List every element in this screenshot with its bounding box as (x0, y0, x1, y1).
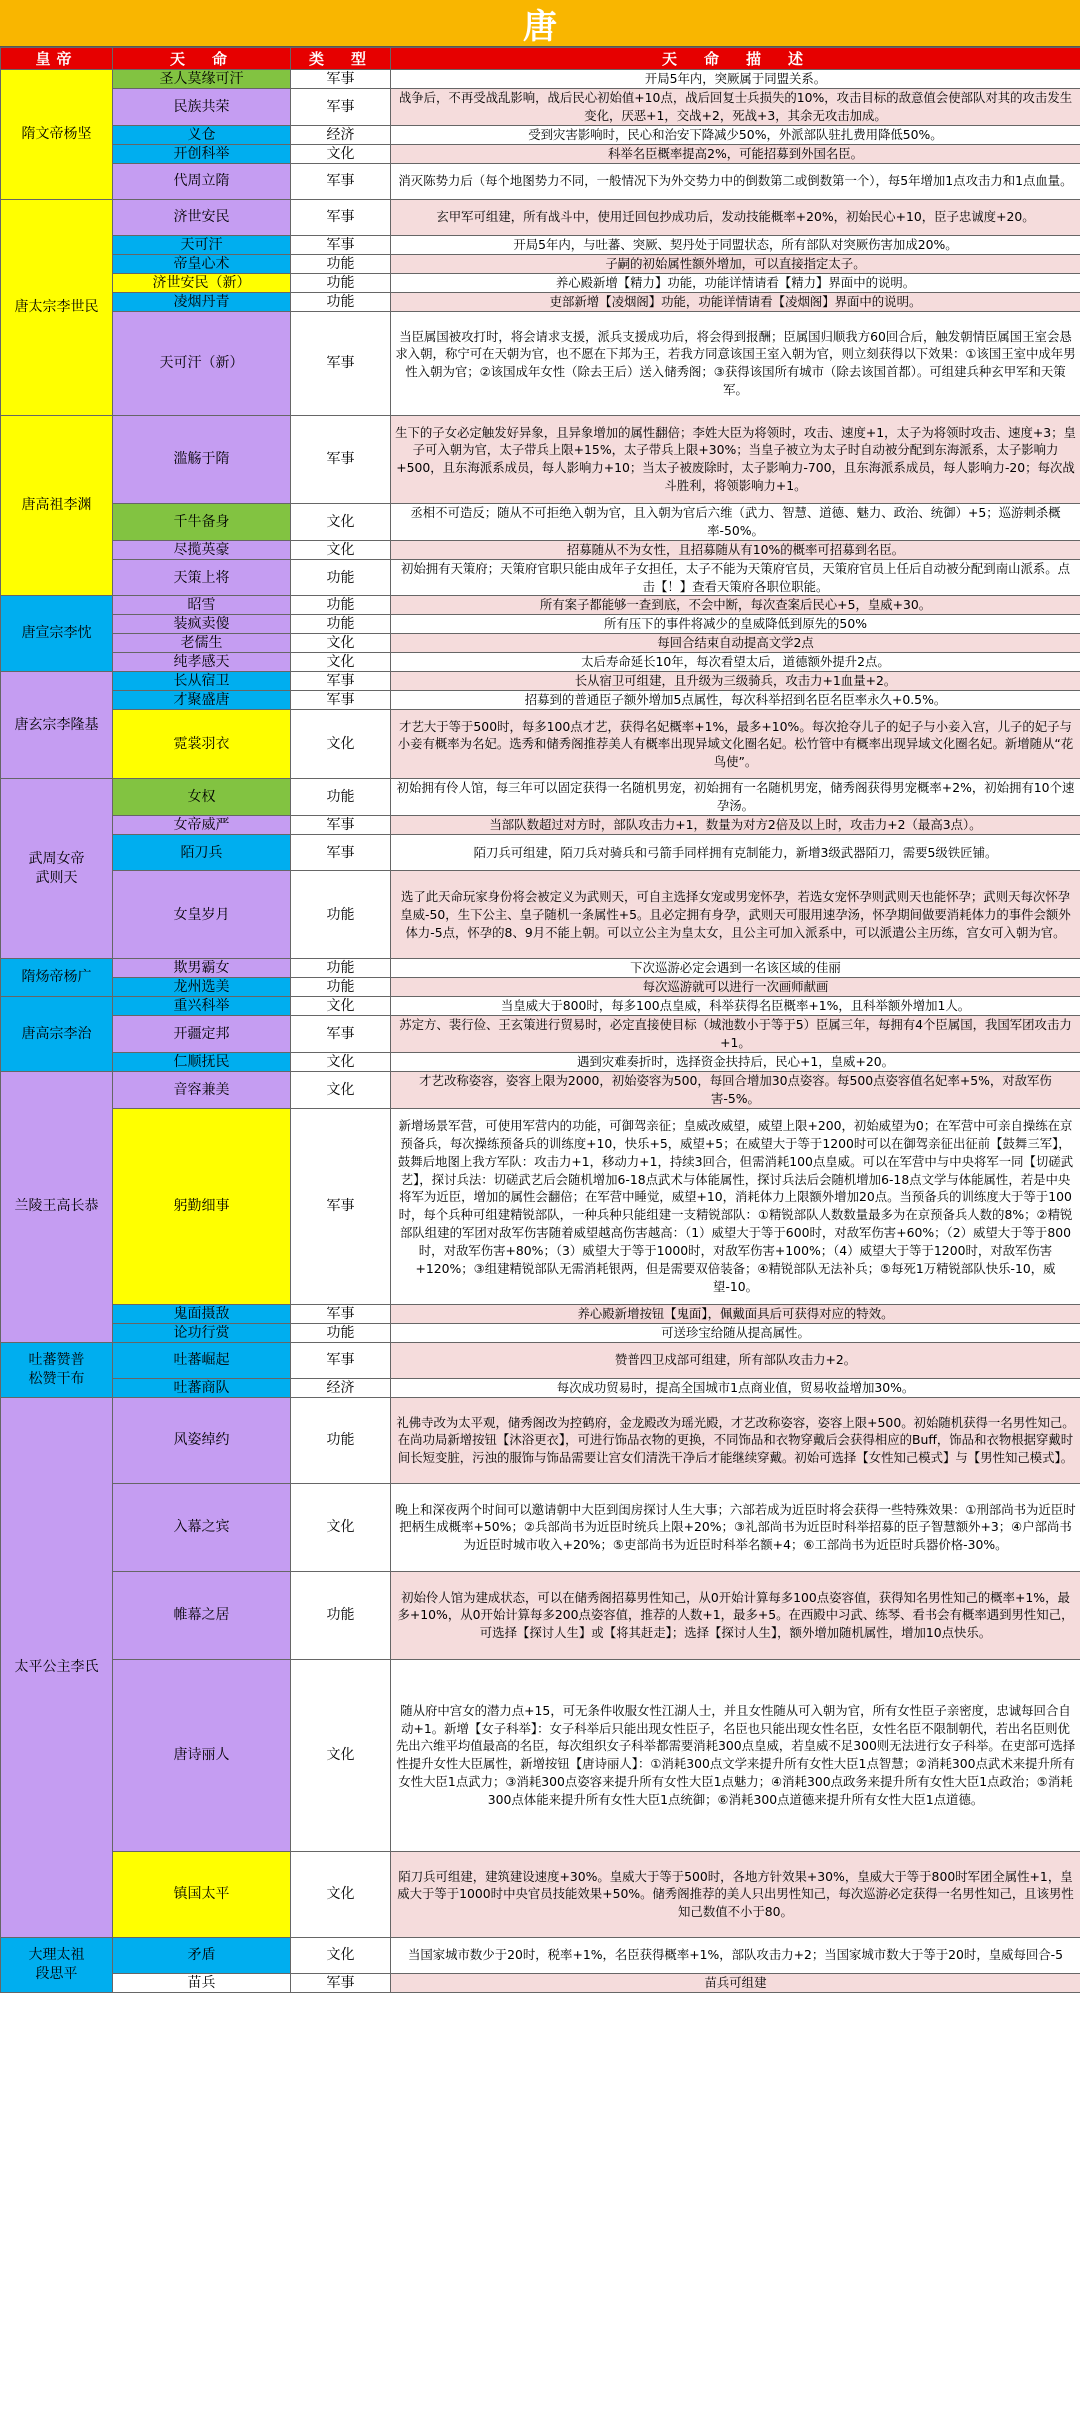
tianming-name: 矛盾 (113, 1937, 291, 1973)
tianming-description: 长从宿卫可组建，且升级为三级骑兵，攻击力+1血量+2。 (391, 672, 1080, 691)
header-tianming: 天 命 (113, 48, 291, 70)
table-row (1, 615, 1080, 634)
table-row (1, 1397, 1080, 1483)
tianming-type: 军事 (291, 1016, 391, 1053)
tianming-type: 功能 (291, 779, 391, 816)
tianming-type: 功能 (291, 1397, 391, 1483)
tianming-description: 招募随从不为女性，且招募随从有10%的概率可招募到名臣。 (391, 540, 1080, 559)
emperor-cell: 唐玄宗李隆基 (1, 672, 113, 779)
header-emperor: 皇帝 (1, 48, 113, 70)
tianming-description: 当皇威大于800时，每多100点皇威，科举获得名臣概率+1%，且科举额外增加1人。 (391, 997, 1080, 1016)
table-row (1, 144, 1080, 163)
table-row (1, 978, 1080, 997)
tianming-name: 天策上将 (113, 559, 291, 596)
tianming-type: 文化 (291, 1937, 391, 1973)
tianming-description: 招募到的普通臣子额外增加5点属性，每次科举招到名臣名臣率永久+0.5%。 (391, 691, 1080, 710)
table-row (1, 835, 1080, 871)
tianming-description: 开局5年内，突厥属于同盟关系。 (391, 70, 1080, 89)
tianming-description: 苗兵可组建 (391, 1973, 1080, 1992)
tianming-type: 军事 (291, 835, 391, 871)
tianming-description: 当部队数超过对方时，部队攻击力+1，数量为对方2倍及以上时，攻击力+2（最高3点）。 (391, 816, 1080, 835)
tianming-description: 每次巡游就可以进行一次画师献画 (391, 978, 1080, 997)
table-row (1, 1108, 1080, 1304)
tianming-name: 义仓 (113, 125, 291, 144)
tianming-name: 仁顺抚民 (113, 1053, 291, 1072)
tianming-type: 军事 (291, 1304, 391, 1323)
tianming-description: 养心殿新增按钮【鬼面】，佩戴面具后可获得对应的特效。 (391, 1304, 1080, 1323)
tianming-description: 受到灾害影响时，民心和治安下降减少50%，外派部队驻扎费用降低50%。 (391, 125, 1080, 144)
tianming-type: 军事 (291, 1973, 391, 1992)
emperor-cell: 吐蕃赞普 松赞干布 (1, 1342, 113, 1397)
table-row (1, 634, 1080, 653)
header-type: 类 型 (291, 48, 391, 70)
tianming-description: 玄甲军可组建，所有战斗中，使用迁回包抄成功后，发动技能概率+20%，初始民心+10，臣子忠诚度+20。 (391, 199, 1080, 235)
tianming-type: 文化 (291, 1072, 391, 1109)
tianming-name: 天可汗 (113, 235, 291, 254)
tianming-name: 济世安民（新） (113, 273, 291, 292)
tianming-type: 经济 (291, 1378, 391, 1397)
tianming-name: 论功行赏 (113, 1323, 291, 1342)
tianming-type: 文化 (291, 144, 391, 163)
tianming-name: 开创科举 (113, 144, 291, 163)
tianming-type: 功能 (291, 1323, 391, 1342)
table-row (1, 292, 1080, 311)
tianming-type: 军事 (291, 415, 391, 503)
tianming-table (0, 47, 1080, 1993)
header-description: 天 命 描 述 (391, 48, 1080, 70)
tianming-name: 民族共荣 (113, 89, 291, 126)
tianming-description: 随从府中宫女的潜力点+15，可无条件收服女性江湖人士，并且女性随从可入朝为官，所有女性臣子亲密度，忠诚每回合自动+1。新增【女子科举】：女子科举后只能出现女性臣子，名臣也只能出现女性名臣，女性名臣不限制朝代，若出名臣则优先出六维平均值最高的名臣，每次组织女子科举都需要消耗300点皇威，若皇威不足300则无法进行女子科举。在吏部可选择性提升女性大臣属性，新增按钮【唐诗丽人】：①消耗300点文学来提升所有女性大臣1点智慧；②消耗300点武术来提升所有女性大臣1点武力；③消耗300点姿容来提升所有女性大臣1点魅力；④消耗300点政务来提升所有女性大臣1点政治；⑤消耗300点体能来提升所有女性大臣1点统御；⑥消耗300点道德来提升所有女性大臣1点道德。 (391, 1659, 1080, 1851)
tianming-name: 陌刀兵 (113, 835, 291, 871)
tianming-name: 装疯卖傻 (113, 615, 291, 634)
tianming-type: 经济 (291, 125, 391, 144)
tianming-name: 帷幕之居 (113, 1571, 291, 1659)
table-row (1, 1304, 1080, 1323)
tianming-name: 纯孝感天 (113, 653, 291, 672)
table-row (1, 1483, 1080, 1571)
emperor-cell: 武周女帝 武则天 (1, 779, 113, 959)
emperor-cell: 唐高宗李治 (1, 997, 113, 1072)
table-row (1, 710, 1080, 779)
tianming-description: 战争后，不再受战乱影响，战后民心初始值+10点，战后回复士兵损失的10%，攻击目标的敌意值会使部队对其的攻击发生变化，厌恶+1，交战+2，死战+3，其余无攻击加成。 (391, 89, 1080, 126)
tianming-name: 女皇岁月 (113, 871, 291, 959)
tianming-name: 风姿绰约 (113, 1397, 291, 1483)
tianming-name: 才聚盛唐 (113, 691, 291, 710)
tianming-name: 龙州选美 (113, 978, 291, 997)
tianming-description: 晚上和深夜两个时间可以邀请朝中大臣到闺房探讨人生大事；六部若成为近臣时将会获得一些特殊效果：①刑部尚书为近臣时把柄生成概率+50%；②兵部尚书为近臣时统兵上限+20%；③礼部尚书为近臣时科举招募的臣子智慧额外+3；④户部尚书为近臣时城市收入+20%；⑤吏部尚书为近臣时科举名额+4；⑥工部尚书为近臣时兵器价格-30%。 (391, 1483, 1080, 1571)
tianming-name: 凌烟丹青 (113, 292, 291, 311)
tianming-description: 消灭陈势力后（每个地图势力不同，一般情况下为外交势力中的倒数第二或倒数第一个），每5年增加1点攻击力和1点血量。 (391, 163, 1080, 199)
table-row (1, 235, 1080, 254)
emperor-cell: 兰陵王高长恭 (1, 1072, 113, 1343)
tianming-type: 文化 (291, 540, 391, 559)
tianming-description: 所有压下的事件将减少的皇威降低到原先的50% (391, 615, 1080, 634)
tianming-type: 军事 (291, 70, 391, 89)
tianming-type: 军事 (291, 235, 391, 254)
table-row (1, 672, 1080, 691)
tianming-name: 重兴科举 (113, 997, 291, 1016)
table-row (1, 540, 1080, 559)
tianming-description: 下次巡游必定会遇到一名该区域的佳丽 (391, 959, 1080, 978)
tianming-type: 军事 (291, 1342, 391, 1378)
table-row (1, 1323, 1080, 1342)
table-row (1, 311, 1080, 415)
tianming-description: 生下的子女必定触发好异象，且异象增加的属性翻倍；李姓大臣为将领时，攻击、速度+1，太子为将领时攻击、速度+3；皇子可入朝为官，太子带兵上限+15%，太子带兵上限+30%；当皇子被立为太子时自动被分配到东海派系，太子影响力+500，且东海派系成员，每人影响力+10；当太子被废除时，太子影响力-700，且东海派系成员，每人影响力-20；每次战斗胜利，将领影响力+1。 (391, 415, 1080, 503)
tianming-type: 军事 (291, 816, 391, 835)
table-row (1, 163, 1080, 199)
tianming-type: 文化 (291, 1053, 391, 1072)
emperor-cell: 隋文帝杨坚 (1, 70, 113, 200)
tianming-type: 功能 (291, 254, 391, 273)
tianming-description: 子嗣的初始属性额外增加，可以直接指定太子。 (391, 254, 1080, 273)
tianming-name: 代周立隋 (113, 163, 291, 199)
tianming-description: 当国家城市数少于20时，税率+1%，名臣获得概率+1%，部队攻击力+2；当国家城市数大于等于20时，皇威每回合-5 (391, 1937, 1080, 1973)
tianming-name: 女权 (113, 779, 291, 816)
table-row (1, 1571, 1080, 1659)
table-row (1, 871, 1080, 959)
tianming-description: 苏定方、裴行俭、王玄策进行贸易时，必定直接使目标（城池数小于等于5）臣属三年，每拥有4个臣属国，我国军团攻击力+1。 (391, 1016, 1080, 1053)
tianming-description: 赞普四卫戍部可组建，所有部队攻击力+2。 (391, 1342, 1080, 1378)
tianming-type: 文化 (291, 1659, 391, 1851)
tianming-type: 功能 (291, 959, 391, 978)
tianming-type: 军事 (291, 199, 391, 235)
table-row (1, 959, 1080, 978)
tianming-description: 初始拥有天策府；天策府官职只能由成年子女担任，太子不能为天策府官员，天策府官员上任后自动被分配到南山派系。点击【！】查看天策府各职位职能。 (391, 559, 1080, 596)
table-row (1, 273, 1080, 292)
table-row (1, 1342, 1080, 1378)
tianming-type: 军事 (291, 89, 391, 126)
tianming-name: 欺男霸女 (113, 959, 291, 978)
tianming-name: 霓裳羽衣 (113, 710, 291, 779)
table-row (1, 653, 1080, 672)
table-row (1, 70, 1080, 89)
tianming-name: 吐蕃商队 (113, 1378, 291, 1397)
tianming-type: 文化 (291, 1483, 391, 1571)
table-row (1, 559, 1080, 596)
tianming-name: 尽揽英豪 (113, 540, 291, 559)
tianming-description: 可送珍宝给随从提高属性。 (391, 1323, 1080, 1342)
tianming-description: 才艺改称姿容，姿容上限为2000，初始姿容为500，每回合增加30点姿容。每500点姿容值名妃率+5%，对敌军伤害-5%。 (391, 1072, 1080, 1109)
tianming-name: 唐诗丽人 (113, 1659, 291, 1851)
tianming-description: 丞相不可造反；随从不可拒绝入朝为官，且入朝为官后六维（武力、智慧、道德、魅力、政治、统御）+5；巡游刺杀概率-50%。 (391, 503, 1080, 540)
table-header (1, 48, 1080, 70)
tianming-type: 文化 (291, 653, 391, 672)
tianming-type: 军事 (291, 672, 391, 691)
table-row (1, 503, 1080, 540)
tianming-description: 初始伶人馆为建成状态，可以在储秀阁招募男性知己，从0开始计算每多100点姿容值，获得知名男性知己的概率+1%，最多+10%，从0开始计算每多200点姿容值，推荐的人数+1，最多+5。在西殿中习武、练琴、看书会有概率遇到男性知己，可选择【探讨人生】或【将其赶走】；选择【探讨人生】，额外增加随机属性，增加10点快乐。 (391, 1571, 1080, 1659)
tianming-name: 帝皇心术 (113, 254, 291, 273)
tianming-type: 功能 (291, 615, 391, 634)
tianming-type: 文化 (291, 710, 391, 779)
tianming-name: 躬勤细事 (113, 1108, 291, 1304)
tianming-type: 文化 (291, 634, 391, 653)
emperor-cell: 唐宣宗李忱 (1, 596, 113, 672)
tianming-type: 军事 (291, 163, 391, 199)
tianming-name: 老儒生 (113, 634, 291, 653)
tianming-name: 圣人莫缘可汗 (113, 70, 291, 89)
emperor-cell: 唐太宗李世民 (1, 199, 113, 415)
tianming-name: 入幕之宾 (113, 1483, 291, 1571)
tianming-description: 当臣属国被攻打时，将会请求支援，派兵支援成功后，将会得到报酬；臣属国归顺我方60回合后，触发朝情臣属国王室会恳求入朝，称宁可在天朝为官，也不愿在下邦为王，若我方同意该国王室入朝为官，则立刻获得以下效果：①该国王室中成年男性入朝为官；②该国成年女性（除去王后）送入储秀阁；③获得该国所有城市（除去该国首都）。可组建兵种玄甲军和天策军。 (391, 311, 1080, 415)
tianming-type: 功能 (291, 978, 391, 997)
tianming-type: 功能 (291, 1571, 391, 1659)
emperor-cell: 唐高祖李渊 (1, 415, 113, 596)
tianming-type: 功能 (291, 273, 391, 292)
table-row (1, 691, 1080, 710)
tianming-description: 养心殿新增【精力】功能，功能详情请看【精力】界面中的说明。 (391, 273, 1080, 292)
tianming-description: 每回合结束自动提高文学2点 (391, 634, 1080, 653)
table-row (1, 415, 1080, 503)
table-row (1, 1659, 1080, 1851)
emperor-cell: 隋炀帝杨广 (1, 959, 113, 997)
table-row (1, 1053, 1080, 1072)
table-row (1, 816, 1080, 835)
table-row (1, 125, 1080, 144)
emperor-cell: 大理太祖 段思平 (1, 1937, 113, 1992)
tianming-description: 初始拥有伶人馆，每三年可以固定获得一名随机男宠，初始拥有一名随机男宠，储秀阁获得男宠概率+2%，初始拥有10个速孕汤。 (391, 779, 1080, 816)
tianming-description: 遇到灾难奏折时，选择资金扶持后，民心+1，皇威+20。 (391, 1053, 1080, 1072)
tianming-type: 功能 (291, 596, 391, 615)
tianming-description: 开局5年内，与吐蕃、突厥、契丹处于同盟状态，所有部队对突厥伤害加成20%。 (391, 235, 1080, 254)
tianming-name: 镇国太平 (113, 1851, 291, 1937)
tianming-name: 千牛备身 (113, 503, 291, 540)
tianming-description: 才艺大于等于500时，每多100点才艺，获得名妃概率+1%，最多+10%。每次抢夺儿子的妃子与小妾入宫，儿子的妃子与小妾有概率为名妃。选秀和储秀阁推荐美人有概率出现异域文化圈名妃。松竹管中有概率出现异域文化圈名妃。新增随从“花鸟使”。 (391, 710, 1080, 779)
tianming-name: 长从宿卫 (113, 672, 291, 691)
tianming-description: 陌刀兵可组建，陌刀兵对骑兵和弓箭手同样拥有克制能力，新增3级武器陌刀，需要5级铁匠铺。 (391, 835, 1080, 871)
tianming-type: 文化 (291, 997, 391, 1016)
table-row (1, 1973, 1080, 1992)
tianming-type: 军事 (291, 691, 391, 710)
tianming-name: 济世安民 (113, 199, 291, 235)
tianming-name: 女帝威严 (113, 816, 291, 835)
table-row (1, 1016, 1080, 1053)
table-row (1, 997, 1080, 1016)
page-title: 唐 (0, 0, 1080, 47)
tianming-type: 军事 (291, 1108, 391, 1304)
tianming-description: 选了此天命玩家身份将会被定义为武则天，可自主选择女宠或男宠怀孕，若选女宠怀孕则武则天也能怀孕；武则天每次怀孕皇威-50，生下公主、皇子随机一条属性+5。且必定拥有身孕，武则天可服用速孕汤，怀孕期间做要消耗体力的事件会额外体力-5点，怀孕的8、9月不能上朝。可以立公主为皇太女，且公主可加入派系中，可以派遣公主历练，宫女可入朝为官。 (391, 871, 1080, 959)
tianming-type: 功能 (291, 871, 391, 959)
tianming-type: 文化 (291, 1851, 391, 1937)
table-row (1, 89, 1080, 126)
tianming-name: 苗兵 (113, 1973, 291, 1992)
tianming-type: 功能 (291, 559, 391, 596)
tianming-description: 礼佛寺改为太平观，储秀阁改为控鹤府，金龙殿改为瑶光殿，才艺改称姿容，姿容上限+500。初始随机获得一名男性知己。在尚功局新增按钮【沐浴更衣】，可进行饰品衣物的更换，不同饰品和衣物穿戴后会获得相应的Buff，饰品和衣物根据穿戴时间长短变脏，污浊的服饰与饰品需要让宫女们清洗干净后才能继续穿戴。初始可选择【女性知己模式】与【男性知己模式】。 (391, 1397, 1080, 1483)
tianming-description: 新增场景军营，可使用军营内的功能，可御驾亲征；皇威改威望，威望上限+200，初始威望为0；在军营中可亲自操练在京预备兵，每次操练预备兵的训练度+10，快乐+5，威望+5；在威望大于等于1200时可以在御驾亲征出征前【鼓舞三军】，鼓舞后地图上我方军队：攻击力+1，移动力+1，持续3回合，但需消耗100点皇威。可以在军营中与中央将军一同【切磋武艺】，探讨兵法：切磋武艺后会随机增加6-18点武术与体能属性，探讨兵法后会随机增加6-18点文学与体能属性，若是中央将军为近臣，增加的属性会翻倍；在军营中睡觉，威望+10，消耗体力上限额外增加20点。当预备兵的训练度大于等于100时，每个兵种可组建精锐部队，一种兵种只能组建一支精锐部队：①精锐部队人数数量最多为在京预备兵人数的8%；②精锐部队组建的军团对敌军伤害随着威望越高伤害越高：（1）威望大于等于600时，对敌军伤害+60%；（2）威望大于等于800时，对敌军伤害+80%；（3）威望大于等于1000时，对敌军伤害+100%；（4）威望大于等于1200时，对敌军伤害+120%；③组建精锐部队无需消耗银两，但是需要双倍装备；④精锐部队无法补兵；⑤每死1万精锐部队快乐-10，威望-10。 (391, 1108, 1080, 1304)
table-row (1, 1072, 1080, 1109)
tianming-name: 吐蕃崛起 (113, 1342, 291, 1378)
tianming-name: 滥觞于隋 (113, 415, 291, 503)
tianming-type: 文化 (291, 503, 391, 540)
tianming-description: 陌刀兵可组建，建筑建设速度+30%。皇威大于等于500时，各地方针效果+30%，皇威大于等于800时军团全属性+1，皇威大于等于1000时中央官员技能效果+50%。储秀阁推荐的美人只出男性知己，每次巡游必定获得一名男性知己，且该男性知己数值不小于80。 (391, 1851, 1080, 1937)
table-row (1, 1851, 1080, 1937)
table-row (1, 254, 1080, 273)
tianming-name: 音容兼美 (113, 1072, 291, 1109)
tianming-name: 昭雪 (113, 596, 291, 615)
table-row (1, 1937, 1080, 1973)
tianming-description: 每次成功贸易时，提高全国城市1点商业值，贸易收益增加30%。 (391, 1378, 1080, 1397)
table-row (1, 596, 1080, 615)
table-row (1, 1378, 1080, 1397)
tianming-description: 科举名臣概率提高2%，可能招募到外国名臣。 (391, 144, 1080, 163)
emperor-cell: 太平公主李氏 (1, 1397, 113, 1937)
tianming-type: 军事 (291, 311, 391, 415)
tianming-description: 吏部新增【凌烟阁】功能，功能详情请看【凌烟阁】界面中的说明。 (391, 292, 1080, 311)
tianming-name: 天可汗（新） (113, 311, 291, 415)
tianming-type: 功能 (291, 292, 391, 311)
tianming-description: 太后寿命延长10年，每次看望太后，道德额外提升2点。 (391, 653, 1080, 672)
table-row (1, 779, 1080, 816)
table-row (1, 199, 1080, 235)
tianming-description: 所有案子都能够一查到底，不会中断，每次查案后民心+5，皇威+30。 (391, 596, 1080, 615)
tianming-name: 鬼面摄敌 (113, 1304, 291, 1323)
tianming-name: 开疆定邦 (113, 1016, 291, 1053)
table-body (1, 70, 1080, 1993)
